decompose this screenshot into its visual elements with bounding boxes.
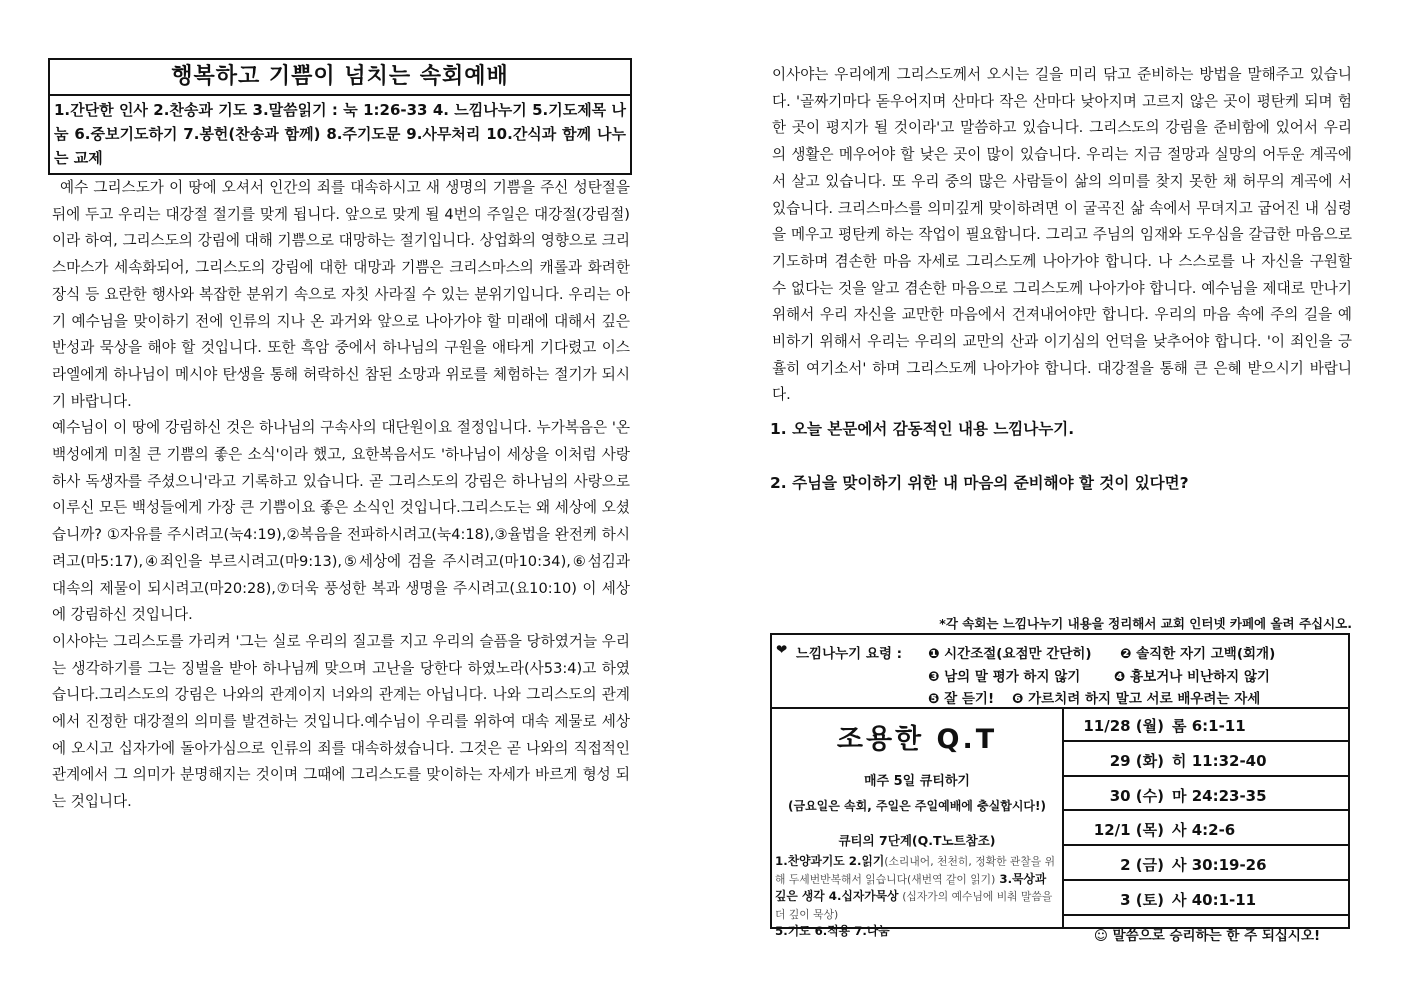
schedule-date: 3 (토) xyxy=(1120,890,1164,909)
info-box xyxy=(770,633,1350,944)
service-order: 1.간단한 인사 2.찬송과 기도 3.말씀읽기 : 눅 1:26-33 4. 느낌나누기 5.기도제목 나눔 6.중보기도하기 7.봉헌(찬송과 함께) 8.주기도문 9.사무처리 10.간식과 함께 나누는 교제 xyxy=(54,101,626,167)
schedule-date: 11/28 (월) xyxy=(1083,717,1164,735)
heart-icon: ❤ xyxy=(776,642,788,658)
schedule-row xyxy=(1064,707,1350,742)
schedule-reference: 히 11:32-40 xyxy=(1172,751,1267,770)
qt-panel xyxy=(772,707,1064,938)
qt-steps-heading: 큐티의 7단계(Q.T노트참조) xyxy=(838,833,996,848)
qt-subtitle: 매주 5일 큐티하기 xyxy=(863,774,970,789)
schedule-row xyxy=(1064,846,1350,881)
qt-note: (금요일은 속회, 주일은 주일예배에 충실합시다!) xyxy=(788,799,1046,813)
schedule-reference: 사 4:2-6 xyxy=(1172,821,1236,840)
schedule-reference: 마 24:23-35 xyxy=(1172,786,1267,805)
sermon-text xyxy=(48,175,632,816)
schedule-reference: 사 30:19-26 xyxy=(1172,856,1267,875)
rule-6: ❻ 가르치려 하지 말고 서로 배우려는 자세 xyxy=(1012,691,1261,707)
schedule-row xyxy=(1064,881,1350,916)
question-1: 1. 오늘 본문에서 감동적인 내용 느낌나누기. xyxy=(770,420,1075,439)
schedule-reference: 롬 6:1-11 xyxy=(1172,717,1246,735)
qt-step-1-note: (소리내어, 천천히, 정확한 관찰을 위해 두세번반복해서 읽습니다(새번역 같이 읽기) xyxy=(775,855,1056,886)
left-column xyxy=(48,58,632,816)
rules-label: 느낌나누기 요령 : xyxy=(796,646,903,662)
schedule-row xyxy=(1064,777,1350,812)
schedule-row xyxy=(1064,742,1350,777)
right-column xyxy=(770,62,1352,495)
schedule-date: 30 (수) xyxy=(1109,786,1164,805)
rule-3: ❸ 남의 말 평가 하지 않기 xyxy=(928,669,1081,685)
rule-5: ❺ 잘 듣기! xyxy=(928,691,995,707)
schedule-footer: ☺ 말씀으로 승리하는 한 주 되십시오! xyxy=(1093,927,1321,944)
schedule-row xyxy=(1064,811,1350,846)
sermon-paragraph-3: 이사야는 그리스도를 가리켜 '그는 실로 우리의 질고를 지고 우리의 슬픔을 당하였거늘 우리는 생각하기를 그는 징벌을 받아 하나님께 맞으며 고난을 당한다 하였노라(사53:4)고 하였습니다.그리스도의 강림은 나와의 관계이지 너와의 관계는 아닙니다. 나와 그리스도의 관계에서 진정한 대강절의 의미를 발견하는 것입니다.예수님이 우리를 위하여 대속 제물로 세상에 오시고 십자가에 돌아가심으로 인류의 죄를 대속하셨습니다. 그것은 곧 나와의 직접적인 관계에서 그 의미가 분명해지는 것이며 그때에 그리스도를 맞이하는 자세가 바르게 형성 되는 것입니다. xyxy=(52,632,630,811)
qt-step-1: 1.찬양과기도 2.읽기 xyxy=(775,854,885,868)
rule-4: ❹ 흉보거나 비난하지 않기 xyxy=(1114,669,1270,685)
qt-title: 조용한 Q.T xyxy=(836,724,998,755)
sharing-rules xyxy=(772,635,1348,709)
qt-step-4-note: (십자가의 예수님에 비춰 말씀을 더 깊이 묵상) xyxy=(775,890,1053,921)
service-box xyxy=(48,58,632,175)
schedule-date: 29 (화) xyxy=(1109,751,1164,770)
qt-step-3: 3.묵상과 깊은 생각 4.십자가묵상 xyxy=(775,871,1047,903)
sermon-paragraph-2: 예수님이 이 땅에 강림하신 것은 하나님의 구속사의 대단원이요 절정입니다. 누가복음은 '온 백성에게 미칠 큰 기쁨의 좋은 소식'이라 했고, 요한복음서도 '하나님이 세상을 이처럼 사랑하사 독생자를 주셨으니'라고 기록하고 있습니다. 곧 그리스도의 강림은 하나님의 사랑으로 이루신 모든 백성들에게 가장 큰 기쁨이요 좋은 소식인 것입니다.그리스도는 왜 세상에 오셨습니까? ①자유를 주시려고(눅4:19),②복음을 전파하시려고(눅4:18),③율법을 완전케 하시려고(마5:17),④죄인을 부르시려고(마9:13),⑤세상에 검을 주시려고(마10:34),⑥섬김과 대속의 제물이 되시려고(마20:28),⑦더욱 풍성한 복과 생명을 주시려고(요10:10) 이 세상에 강림하신 것입니다. xyxy=(52,419,630,624)
page-title: 행복하고 기쁨이 넘치는 속회예배 xyxy=(50,60,630,96)
qt-schedule xyxy=(1064,707,1350,944)
rule-2: ❷ 솔직한 자기 고백(회개) xyxy=(1120,646,1276,662)
schedule-date: 2 (금) xyxy=(1120,856,1164,875)
qt-step-5: 5.기도 6.적용 7.나눔 xyxy=(775,924,890,938)
rule-1: ❶ 시간조절(요점만 간단히) xyxy=(928,646,1092,662)
sermon-paragraph-4: 이사야는 우리에게 그리스도께서 오시는 길을 미리 닦고 준비하는 방법을 말해주고 있습니다. '골짜기마다 돋우어지며 산마다 작은 산마다 낮아지며 고르지 않은 곳이 평탄케 되며 험한 곳이 평지가 될 것이라'고 말씀하고 있습니다. 그리스도의 강림을 준비함에 있어서 우리의 생활은 메우어야 할 낮은 곳이 많이 있습니다. 우리는 지금 절망과 실망의 어두운 계곡에서 살고 있습니다. 또 우리 중의 많은 사람들이 삶의 의미를 찾지 못한 채 허무의 계곡에 서 있습니다. 크리스마스를 의미깊게 맞이하려면 이 굴곡진 삶 속에서 무뎌지고 굽어진 내 심령을 메우고 평탄케 하는 작업이 필요합니다. 그리고 주님의 임재와 도우심을 갈급한 마음으로 기도하며 겸손한 마음 자세로 그리스도께 나아가야 합니다. 나 스스로를 나 자신을 구원할 수 없다는 것을 알고 겸손한 마음으로 그리스도께 나아가야 합니다. 예수님을 제대로 만나기 위해서 우리 자신을 교만한 마음에서 건져내어야만 합니다. 우리의 마음 속에 주의 길을 예비하기 위해서 우리는 우리의 교만의 산과 이기심의 언덕을 낮추어야 합니다. '이 죄인을 긍휼히 여기소서' 하며 그리스도께 나아가야 합니다. 대강절을 통해 큰 은혜 받으시기 바랍니다. xyxy=(772,66,1352,404)
notice: *각 속회는 느낌나누기 내용을 정리해서 교회 인터넷 카페에 올려 주십시오. xyxy=(939,616,1352,631)
sermon-paragraph-1: 예수 그리스도가 이 땅에 오셔서 인간의 죄를 대속하시고 새 생명의 기쁨을 주신 성탄절을 뒤에 두고 우리는 대강절 절기를 맞게 됩니다. 앞으로 맞게 될 4번의 주일은 대강절(강림절)이라 하여, 그리스도의 강림에 대해 기쁨으로 대망하는 절기입니다. 상업화의 영향으로 크리스마스가 세속화되어, 그리스도의 강림에 대한 대망과 기쁨은 크리스마스의 캐롤과 화려한 장식 등 요란한 행사와 복잡한 분위기 속으로 자칫 사라질 수 있는 분위기입니다. 우리는 아기 예수님을 맞이하기 전에 인류의 지나 온 과거와 앞으로 나아가야 할 미래에 대해서 깊은 반성과 묵상을 해야 할 것입니다. 또한 흑암 중에서 하나님의 구원을 애타게 기다렸고 이스라엘에게 하나님이 메시야 탄생을 통해 허락하신 참된 소망과 위로를 체험하는 절기가 되시기 바랍니다. xyxy=(52,179,630,410)
qt-steps xyxy=(772,849,1062,940)
question-2: 2. 주님을 맞이하기 위한 내 마음의 준비해야 할 것이 있다면? xyxy=(770,474,1189,493)
schedule-date: 12/1 (목) xyxy=(1093,821,1164,840)
schedule-reference: 사 40:1-11 xyxy=(1172,890,1257,909)
